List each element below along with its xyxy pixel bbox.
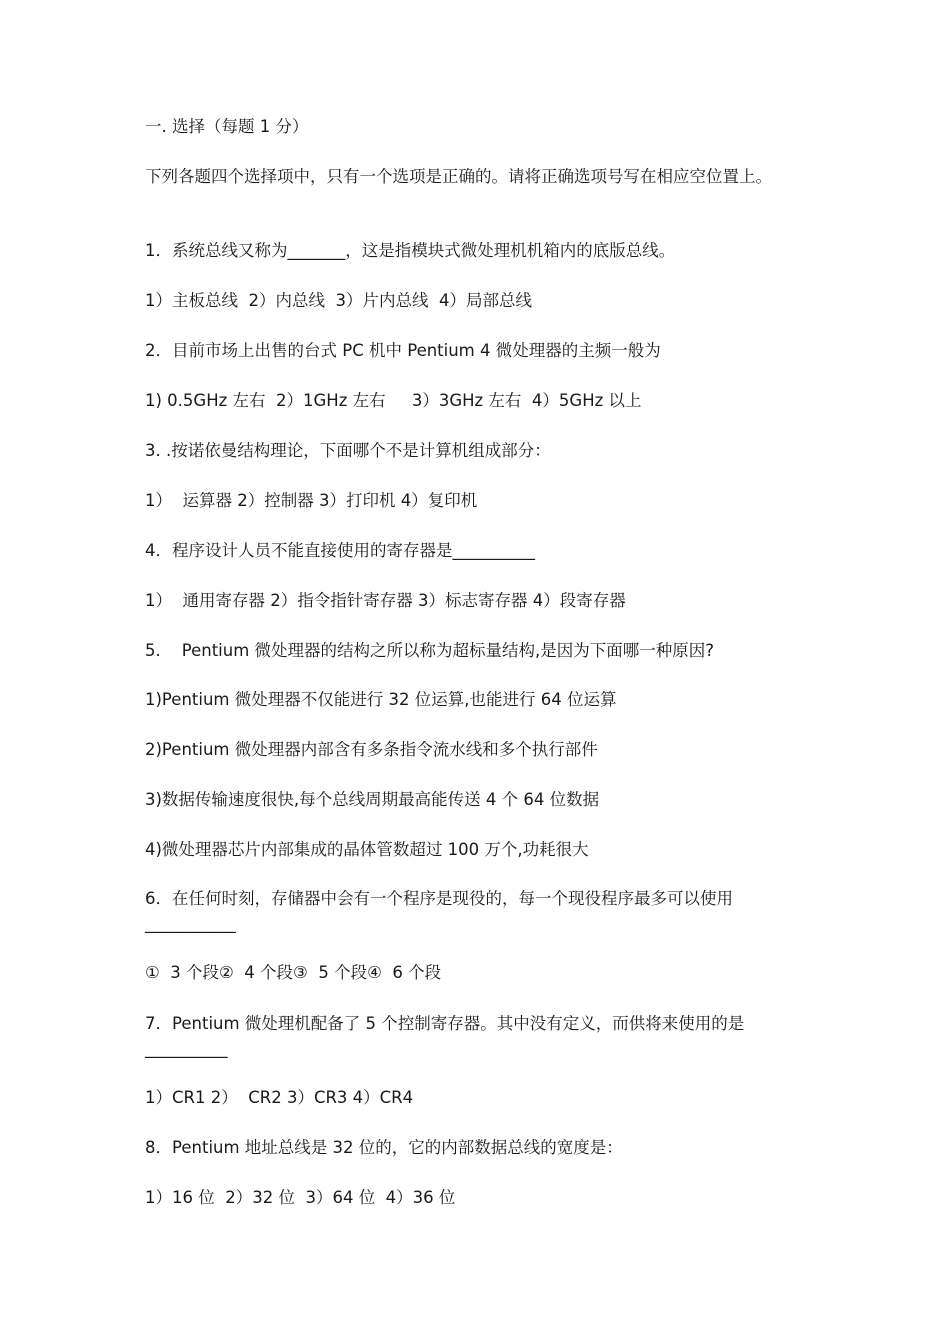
question-5-option-4: 4)微处理器芯片内部集成的晶体管数超过 100 万个,功耗很大	[145, 840, 589, 859]
question-3-options: 1） 运算器 2）控制器 3）打印机 4）复印机	[145, 491, 478, 510]
question-5: 5. Pentium 微处理器的结构之所以称为超标量结构,是因为下面哪一种原因?	[145, 641, 715, 660]
question-4: 4．程序设计人员不能直接使用的寄存器是__________	[145, 541, 535, 560]
question-5-option-2: 2)Pentium 微处理器内部含有多条指令流水线和多个执行部件	[145, 740, 598, 759]
question-8: 8．Pentium 地址总线是 32 位的，它的内部数据总线的宽度是：	[145, 1138, 623, 1157]
question-1: 1．系统总线又称为_______，这是指模块式微处理机机箱内的底版总线。	[145, 241, 676, 260]
question-7: 7．Pentium 微处理机配备了 5 个控制寄存器。其中没有定义，而供将来使用的是__________	[145, 1014, 745, 1058]
section-title: 一. 选择（每题 1 分）	[145, 117, 309, 136]
instructions: 下列各题四个选择项中，只有一个选项是正确的。请将正确选项号写在相应空位置上。	[145, 167, 772, 186]
question-8-options: 1）16 位 2）32 位 3）64 位 4）36 位	[145, 1188, 456, 1207]
question-4-options: 1） 通用寄存器 2）指令指针寄存器 3）标志寄存器 4）段寄存器	[145, 591, 626, 610]
question-5-option-1: 1)Pentium 微处理器不仅能进行 32 位运算,也能进行 64 位运算	[145, 690, 617, 709]
question-6: 6．在任何时刻，存储器中会有一个程序是现役的，每一个现役程序最多可以使用___________	[145, 889, 733, 933]
question-3: 3. .按诺依曼结构理论，下面哪个不是计算机组成部分：	[145, 441, 551, 460]
question-1-options: 1）主板总线 2）内总线 3）片内总线 4）局部总线	[145, 291, 532, 310]
question-7-options: 1）CR1 2） CR2 3）CR3 4）CR4	[145, 1088, 414, 1107]
question-2: 2．目前市场上出售的台式 PC 机中 Pentium 4 微处理器的主频一般为	[145, 341, 661, 360]
question-5-option-3: 3)数据传输速度很快,每个总线周期最高能传送 4 个 64 位数据	[145, 790, 600, 809]
question-6-options: ① 3 个段② 4 个段③ 5 个段④ 6 个段	[145, 963, 442, 982]
question-2-options: 1) 0.5GHz 左右 2）1GHz 左右 3）3GHz 左右 4）5GHz 以上	[145, 391, 642, 410]
